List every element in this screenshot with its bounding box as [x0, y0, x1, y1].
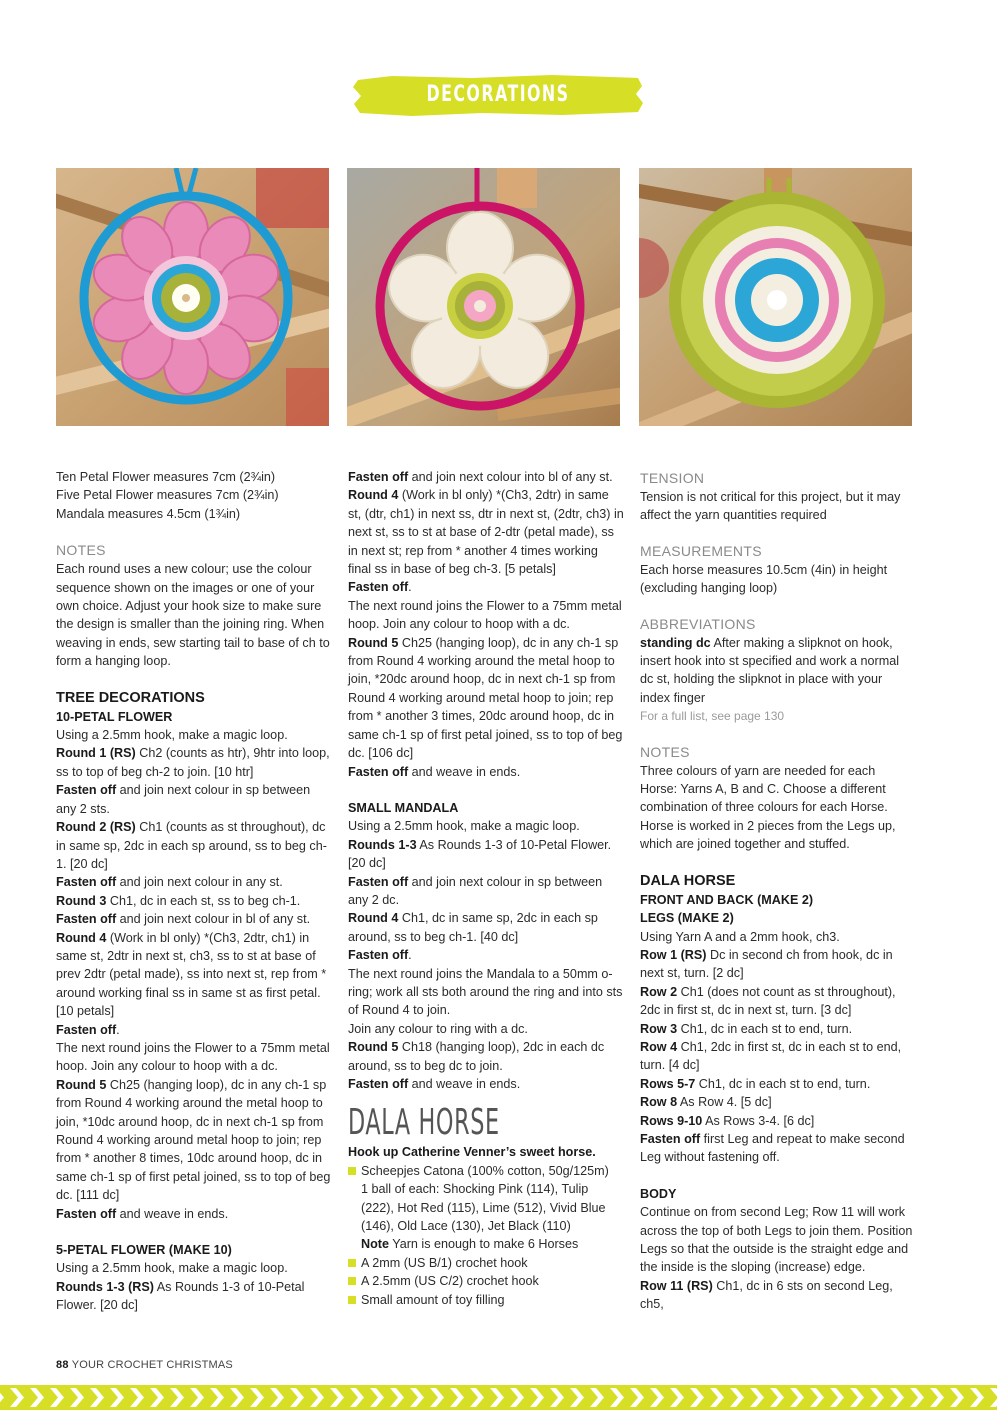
fasten-off-1: Fasten off and join next colour in sp between any 2 sts. [56, 783, 311, 816]
round-2: Round 2 (RS) Ch1 (counts as st throughout), dc in same sp, 2dc in each sp around, ss to beg ch-1. [20 dc] [56, 820, 327, 871]
abbreviations-reference: For a full list, see page 130 [640, 709, 785, 724]
row-8: Row 8 As Row 4. [5 dc] [640, 1095, 772, 1110]
abbreviation-standing-dc: standing dc After making a slipknot on hook, insert hook into st specified and work a normal dc st, holding the slipknot in place with your index finger [640, 635, 900, 705]
fasten-off: Fasten off first Leg and repeat to make second Leg without fastening off. [640, 1131, 905, 1165]
instruction-text: The next round joins the Flower to a 75mm metal hoop. Join any colour to hoop with a dc. [56, 1040, 330, 1074]
materials-toy-filling: Small amount of toy filling [348, 1291, 624, 1309]
size-mandala: Mandala measures 4.5cm (1¾in) [56, 506, 241, 521]
instruction-text: The next round joins the Mandala to a 50mm o-ring; work all sts both around the ring and into sts of Round 4 to join. [348, 966, 623, 1018]
banner-title: DECORATIONS [426, 82, 570, 107]
round-1: Round 1 (RS) Ch2 (counts as htr), 9htr into loop, ss to top of beg ch-2 to join. [10 htr] [56, 746, 330, 779]
five-petal-heading: 5-PETAL FLOWER (MAKE 10) [56, 1243, 232, 1258]
magazine-name: YOUR CROCHET CHRISTMAS [68, 1359, 233, 1371]
row-2: Row 2 Ch1 (does not count as st throughout), 2dc in first st, dc in next st, turn. [3 dc] [640, 984, 896, 1018]
page-footer [56, 1359, 233, 1371]
bullet-square-icon [348, 1296, 356, 1304]
instruction-text: Using a 2.5mm hook, make a magic loop. [56, 728, 288, 743]
body-heading: BODY [640, 1186, 677, 1201]
tension-text: Tension is not critical for this project, but it may affect the yarn quantities required [640, 490, 901, 523]
size-five-petal: Five Petal Flower measures 7cm (2¾in) [56, 488, 279, 503]
bullet-square-icon [348, 1167, 356, 1175]
materials-note: Note Yarn is enough to make 6 Horses [361, 1237, 579, 1252]
rows-5-7: Rows 5-7 Ch1, dc in each st to end, turn. [640, 1076, 871, 1091]
dala-horse-title: DALA HORSE [348, 1102, 500, 1144]
size-ten-petal: Ten Petal Flower measures 7cm (2¾in) [56, 470, 276, 484]
photo-ten-petal-flower [56, 168, 329, 426]
rounds-1-3: Rounds 1-3 (RS) As Rounds 1-3 of 10-Petal Flower. [20 dc] [56, 1279, 305, 1313]
notes-heading: NOTES [640, 743, 690, 760]
ten-petal-heading: 10-PETAL FLOWER [56, 709, 173, 724]
notes-text: Three colours of yarn are needed for each Horse: Yarns A, B and C. Choose a different combination of three colours for each Horse. Horse is worked in 2 pieces from the Legs up, which are joined together and stuffed. [640, 763, 896, 852]
front-back-heading: FRONT AND BACK (MAKE 2) [640, 892, 814, 907]
round-4: Round 4 (Work in bl only) *(Ch3, 2dtr) in same st, (dtr, ch1) in next ss, dtr in next st, (2dtr, ch3) in next st, ss to st at base of 2-dtr (petal made), ss in next st; rep from * another 4 times working final ss in base of beg ch-3. [5 petals] [348, 488, 624, 577]
tension-heading: TENSION [640, 470, 705, 486]
instruction-text: Using a 2.5mm hook, make a magic loop. [348, 819, 580, 834]
small-mandala-heading: SMALL MANDALA [348, 800, 459, 815]
bullet-square-icon [348, 1259, 356, 1267]
mandala-round-5: Round 5 Ch18 (hanging loop), 2dc in each dc around, ss to beg dc to join. [348, 1040, 605, 1073]
materials-yarn-colours: 1 ball of each: Shocking Pink (114), Tulip (222), Hot Red (115), Lime (512), Vivid Blue (146), Old Lace (130), Jet Black (110) [361, 1182, 606, 1234]
fasten-off-5: Fasten off. [348, 948, 412, 963]
materials-hook-2mm: A 2mm (US B/1) crochet hook [348, 1254, 624, 1272]
bullet-square-icon [348, 1277, 356, 1285]
instruction-text: Using Yarn A and a 2mm hook, ch3. [640, 929, 840, 944]
row-1: Row 1 (RS) Dc in second ch from hook, dc in next st, turn. [2 dc] [640, 947, 893, 981]
chevron-border-strip [0, 1385, 997, 1410]
fasten-off-5: Fasten off and weave in ends. [56, 1206, 229, 1221]
fasten-off-3: Fasten off and join next colour in bl of any st. [56, 912, 311, 927]
page-number: 88 [56, 1359, 69, 1371]
measurements-text: Each horse measures 10.5cm (4in) in height (excluding hanging loop) [640, 562, 888, 596]
fasten-off-4: Fasten off. [56, 1022, 120, 1037]
tree-decorations-heading: TREE DECORATIONS [56, 689, 205, 706]
notes-text: Each round uses a new colour; use the colour sequence shown on the images or one of your own choice. Adjust your hook size to make sure the design is smaller than the joining ring. When weaving in ends, sew starting tail to base of ch to form a hanging loop. [56, 562, 330, 669]
instruction-text: Join any colour to ring with a dc. [348, 1021, 528, 1036]
dala-intro: Hook up Catherine Venner’s sweet horse. [348, 1145, 596, 1160]
column-2 [348, 468, 624, 1309]
instruction-text: The next round joins the Flower to a 75mm metal hoop. Join any colour to hoop with a dc. [348, 598, 622, 632]
fasten-off-3: Fasten off and weave in ends. [348, 764, 521, 779]
round-4: Round 4 (Work in bl only) *(Ch3, 2dtr, ch1) in same st, 2dtr in next st, ch3, ss to st at base of prev 2dtr (petal made), ss into next st, rep from * around working final ss in same st as first petal. [10 petals] [56, 930, 327, 1019]
materials-yarn: Scheepjes Catona (100% cotton, 50g/125m) [348, 1162, 624, 1180]
section-banner [352, 72, 644, 118]
rounds-1-3: Rounds 1-3 As Rounds 1-3 of 10-Petal Flower. [20 dc] [348, 837, 612, 871]
fasten-off-2: Fasten off and join next colour in any st. [56, 875, 283, 890]
materials-hook-2-5mm: A 2.5mm (US C/2) crochet hook [348, 1272, 624, 1290]
photo-mandala [639, 168, 912, 426]
round-3: Round 3 Ch1, dc in each st, ss to beg ch-1. [56, 893, 301, 908]
round-5: Round 5 Ch25 (hanging loop), dc in any ch-1 sp from Round 4 working around the metal hoop to join, *10dc around hoop, dc in next ch-1 sp from Round 4 working around metal hoop to join; rep from * another 8 times, 10dc around hoop, dc in same ch-1 sp of first petal joined, ss to top of beg dc. [111 dc] [56, 1077, 331, 1203]
column-3 [640, 468, 914, 1314]
body-text: Continue on from second Leg; Row 11 will work across the top of both Legs to join them. Position Legs so that the outside is the straight edge and the inside is the sloping (increase) edge. [640, 1205, 913, 1275]
photo-five-petal-flower [347, 168, 620, 426]
dala-horse-heading: DALA HORSE [640, 872, 736, 889]
fasten-off-6: Fasten off and weave in ends. [348, 1077, 521, 1091]
instruction-text: Using a 2.5mm hook, make a magic loop. [56, 1261, 288, 1276]
legs-heading: LEGS (MAKE 2) [640, 911, 734, 926]
row-3: Row 3 Ch1, dc in each st to end, turn. [640, 1021, 853, 1036]
fasten-off-1: Fasten off and join next colour into bl of any st. [348, 470, 613, 484]
measurements-heading: MEASUREMENTS [640, 542, 762, 559]
row-4: Row 4 Ch1, 2dc in first st, dc in each st to end, turn. [4 dc] [640, 1039, 902, 1073]
notes-heading: NOTES [56, 542, 106, 559]
fasten-off-2: Fasten off. [348, 580, 412, 595]
round-5: Round 5 Ch25 (hanging loop), dc in any ch-1 sp from Round 4 working around the metal hoop to join, *20dc around hoop, dc in next ch-1 sp from Round 4 working around metal hoop to join; rep from * another 3 times, 20dc around hoop, dc in same ch-1 sp of first petal joined, ss to top of beg dc. [106 dc] [348, 635, 623, 761]
abbreviations-heading: ABBREVIATIONS [640, 615, 756, 632]
column-1 [56, 468, 332, 1315]
row-11: Row 11 (RS) Ch1, dc in 6 sts on second Leg, ch5, [640, 1278, 893, 1312]
fasten-off-4: Fasten off and join next colour in sp between any 2 dc. [348, 874, 603, 907]
rows-9-10: Rows 9-10 As Rows 3-4. [6 dc] [640, 1113, 815, 1128]
mandala-round-4: Round 4 Ch1, dc in same sp, 2dc in each sp around, ss to beg ch-1. [40 dc] [348, 911, 598, 944]
